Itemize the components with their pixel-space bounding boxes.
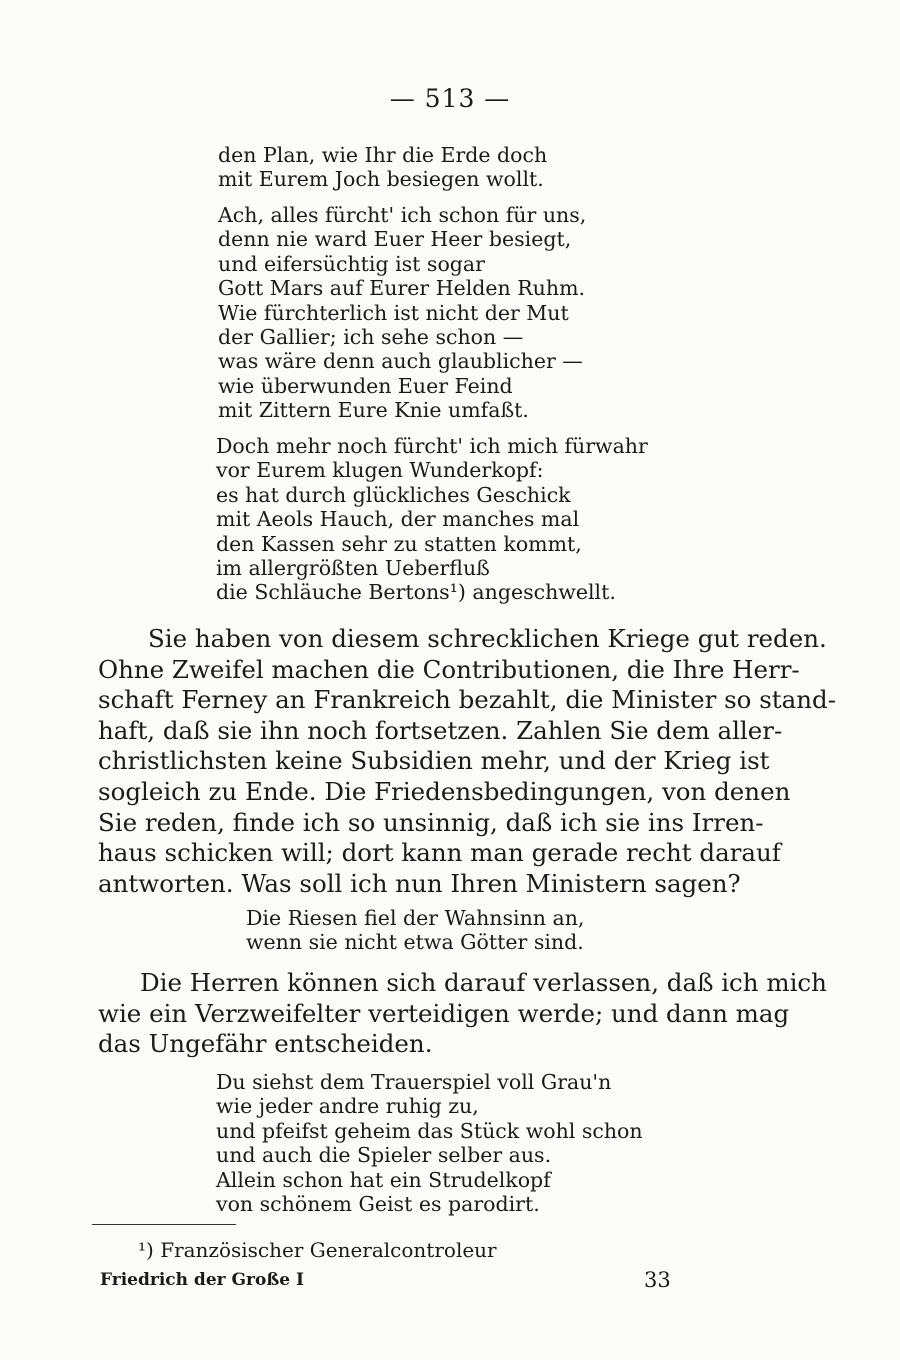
prose-paragraph-1 xyxy=(98,624,836,899)
prose-line: wie ein Verzweifelter verteidigen werde; und dann mag xyxy=(98,998,790,1028)
verse-line: der Gallier; ich sehe schon — xyxy=(218,325,524,350)
verse-line: im allergrößten Ueberfluß xyxy=(216,556,490,581)
verse-line: vor Eurem klugen Wunderkopf: xyxy=(216,458,544,483)
verse-line: wie jeder andre ruhig zu, xyxy=(216,1094,479,1119)
prose-line: haus schicken will; dort kann man gerade recht darauf xyxy=(98,838,781,868)
prose-line: Sie haben von diesem schrecklichen Kriege gut reden. xyxy=(148,624,827,653)
verse-line: wie überwunden Euer Feind xyxy=(218,373,513,398)
verse-line xyxy=(216,580,648,604)
verse-line: Allein schon hat ein Strudelkopf xyxy=(216,1167,551,1192)
verse-line-text: die Schläuche Bertons xyxy=(216,580,450,605)
footnote-marker: ¹) xyxy=(138,1238,154,1262)
prose-line: antworten. Was soll ich nun Ihren Ministern sagen? xyxy=(98,868,741,898)
prose-line: christlichsten keine Subsidien mehr, und der Krieg ist xyxy=(98,746,770,776)
footnote xyxy=(138,1238,497,1262)
prose-line: Die Herren können sich darauf verlassen, daß ich mich xyxy=(140,968,827,997)
verse-line: Du siehst dem Trauerspiel voll Grau'n xyxy=(216,1070,612,1094)
verse-line: den Plan, wie Ihr die Erde doch xyxy=(218,143,548,167)
page-number: — 513 — xyxy=(389,84,511,113)
verse-line: Doch mehr noch fürcht' ich mich fürwahr xyxy=(216,434,648,458)
verse-line: und pfeifst geheim das Stück wohl schon xyxy=(216,1118,643,1143)
verse-line: denn nie ward Euer Heer besiegt, xyxy=(218,227,572,252)
verse-stanza-4 xyxy=(246,906,584,955)
prose-paragraph-2 xyxy=(98,968,827,1060)
verse-line: was wäre denn auch glaublicher — xyxy=(218,349,583,374)
signature-mark: Friedrich der Große I xyxy=(100,1270,304,1290)
verse-line: mit Eurem Joch besiegen wollt. xyxy=(218,167,544,192)
verse-line: wenn sie nicht etwa Götter sind. xyxy=(246,930,584,955)
verse-line: mit Zittern Eure Knie umfaßt. xyxy=(218,398,529,423)
prose-line: das Ungefähr entscheiden. xyxy=(98,1029,433,1059)
verse-stanza-5 xyxy=(216,1070,643,1216)
prose-line: Sie reden, finde ich so unsinnig, daß ich sie ins Irren- xyxy=(98,807,764,837)
verse-line: mit Aeols Hauch, der manches mal xyxy=(216,507,580,532)
verse-stanza-3 xyxy=(216,434,648,605)
sheet-number: 33 xyxy=(644,1268,671,1292)
verse-line: es hat durch glückliches Geschick xyxy=(216,482,571,507)
verse-line: den Kassen sehr zu statten kommt, xyxy=(216,531,582,556)
verse-line: Gott Mars auf Eurer Helden Ruhm. xyxy=(218,276,586,301)
verse-stanza-1 xyxy=(218,143,547,192)
prose-line: haft, daß sie ihn noch fortsetzen. Zahlen Sie dem aller- xyxy=(98,715,783,745)
verse-line: und auch die Spieler selber aus. xyxy=(216,1143,552,1168)
verse-line: Die Riesen fiel der Wahnsinn an, xyxy=(246,906,585,930)
footnote-text: Französischer Generalcontroleur xyxy=(160,1238,497,1262)
prose-line: sogleich zu Ende. Die Friedensbedingungen, von denen xyxy=(98,776,791,806)
verse-stanza-2 xyxy=(218,203,586,423)
footnote-rule xyxy=(92,1224,236,1225)
verse-line: und eifersüchtig ist sogar xyxy=(218,251,485,276)
verse-line: Wie fürchterlich ist nicht der Mut xyxy=(218,300,569,325)
prose-line: schaft Ferney an Frankreich bezahlt, die Minister so stand- xyxy=(98,685,836,715)
footnote-ref: ¹) angeschwellt. xyxy=(449,580,616,605)
prose-line: Ohne Zweifel machen die Contributionen, die Ihre Herr- xyxy=(98,654,800,684)
verse-line: Ach, alles fürcht' ich schon für uns, xyxy=(218,203,587,227)
verse-line: von schönem Geist es parodirt. xyxy=(216,1192,540,1217)
